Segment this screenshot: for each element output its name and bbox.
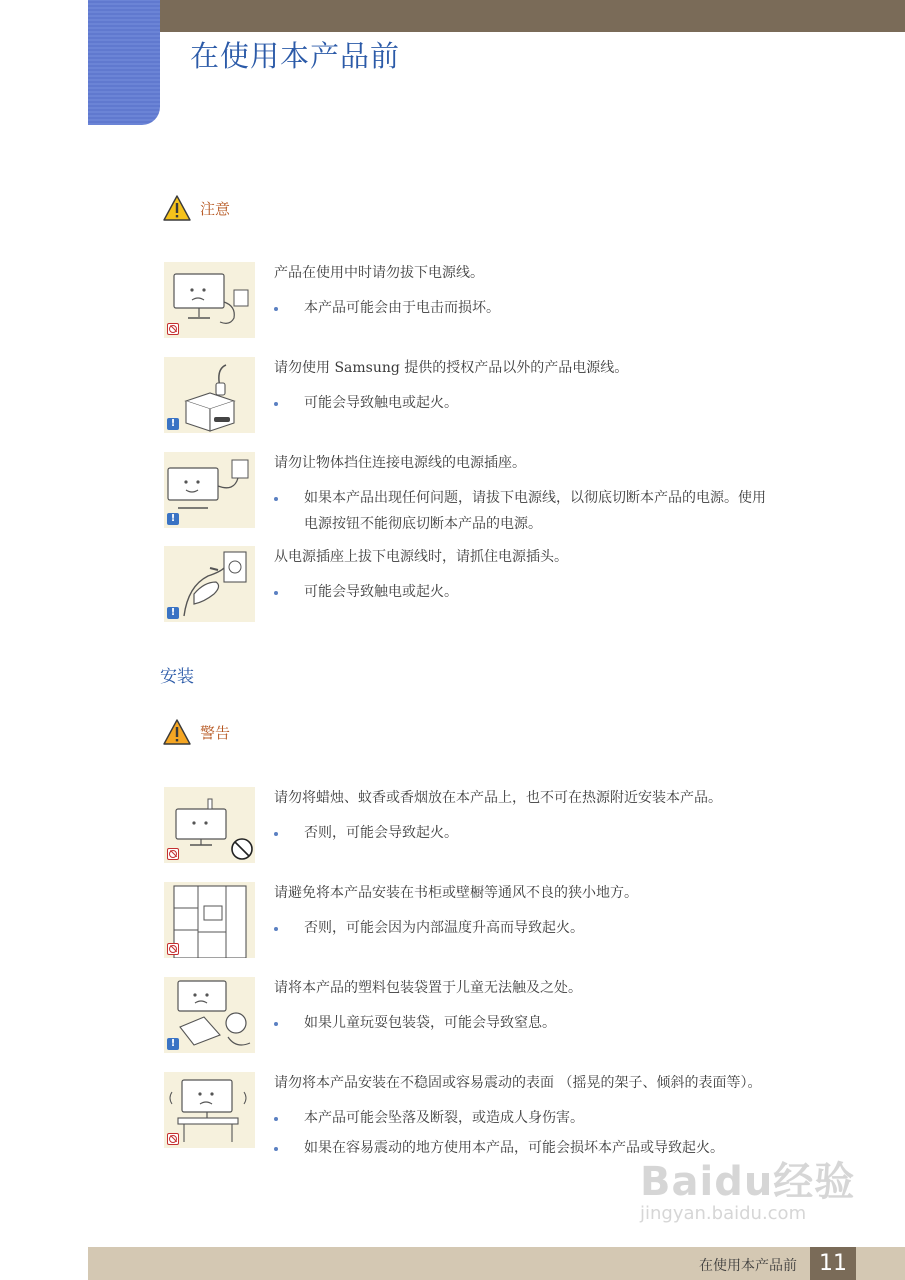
- illustration-authorized-power-cord: [164, 357, 255, 433]
- information-icon: !: [167, 513, 179, 525]
- item-bullet: 否则，可能会因为内部温度升高而导致起火。: [274, 915, 774, 941]
- page-title: 在使用本产品前: [190, 39, 401, 73]
- illustration-grip-plug: [164, 546, 255, 622]
- information-icon: !: [167, 418, 179, 430]
- illustration-blocked-outlet: [164, 452, 255, 528]
- caution-notice: [162, 194, 230, 222]
- chapter-tab: [88, 0, 160, 125]
- item-bullet: 可能会导致触电或起火。: [274, 390, 774, 416]
- item-bullet: 如果本产品出现任何问题，请拔下电源线，以彻底切断本产品的电源。使用电源按钮不能彻底切断本产品的电源。: [274, 485, 774, 537]
- page-number: 11: [810, 1247, 856, 1280]
- item-text: 请将本产品的塑料包装袋置于儿童无法触及之处。: [274, 980, 582, 996]
- watermark-brand: Baidu经验: [640, 1159, 856, 1205]
- item-bullet: 本产品可能会坠落及断裂，或造成人身伤害。: [274, 1105, 774, 1131]
- item-bullet: 否则，可能会导致起火。: [274, 820, 774, 846]
- item-text: 请勿将本产品安装在不稳固或容易震动的表面 （摇晃的架子、倾斜的表面等）。: [274, 1075, 762, 1091]
- item-bullet: 如果在容易震动的地方使用本产品，可能会损坏本产品或导致起火。: [274, 1135, 774, 1161]
- item-bullet: 如果儿童玩耍包装袋，可能会导致窒息。: [274, 1010, 774, 1036]
- section-heading-installation: 安装: [160, 667, 194, 687]
- prohibited-icon: [167, 323, 179, 335]
- illustration-no-candles: [164, 787, 255, 863]
- information-icon: !: [167, 1038, 179, 1050]
- item-bullet: 本产品可能会由于电击而损坏。: [274, 295, 774, 321]
- item-text: 从电源插座上拔下电源线时，请抓住电源插头。: [274, 549, 568, 565]
- baidu-watermark: [640, 1150, 855, 1224]
- item-text: 请勿使用 Samsung 提供的授权产品以外的产品电源线。: [274, 360, 629, 376]
- caution-label: 注意: [200, 199, 231, 218]
- warning-label: 警告: [200, 723, 231, 742]
- warning-triangle-icon: [162, 194, 192, 222]
- item-text: 请勿将蜡烛、蚊香或香烟放在本产品上，也不可在热源附近安装本产品。: [274, 790, 722, 806]
- illustration-unplug-in-use: [164, 262, 255, 338]
- prohibited-icon: [167, 1133, 179, 1145]
- item-bullet: 可能会导致触电或起火。: [274, 579, 774, 605]
- warning-triangle-icon: [162, 718, 192, 746]
- watermark-url: jingyan.baidu.com: [640, 1203, 807, 1224]
- top-bar: [158, 0, 905, 32]
- footer-label: 在使用本产品前: [699, 1258, 797, 1274]
- item-text: 产品在使用中时请勿拔下电源线。: [274, 265, 484, 281]
- illustration-plastic-bag-child: [164, 977, 255, 1053]
- warning-notice: [162, 718, 230, 746]
- prohibited-icon: [167, 943, 179, 955]
- illustration-cabinet: [164, 882, 255, 958]
- prohibited-icon: [167, 848, 179, 860]
- item-text: 请勿让物体挡住连接电源线的电源插座。: [274, 455, 526, 471]
- illustration-unstable-surface: [164, 1072, 255, 1148]
- footer-bar: [88, 1247, 905, 1280]
- information-icon: !: [167, 607, 179, 619]
- item-text: 请避免将本产品安装在书柜或壁橱等通风不良的狭小地方。: [274, 885, 638, 901]
